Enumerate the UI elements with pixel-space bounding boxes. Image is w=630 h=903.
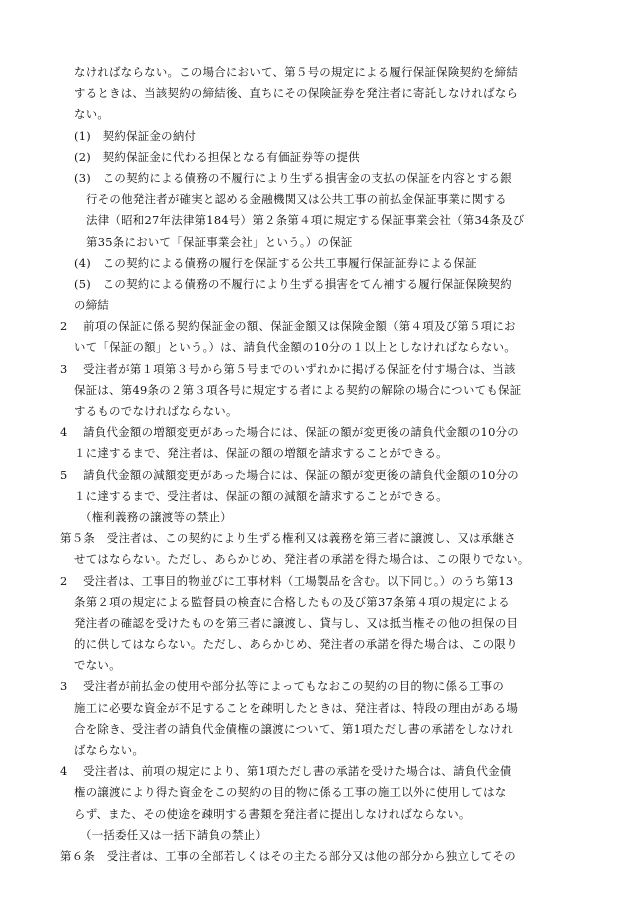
text-line: 法律（昭和27年法律第184号）第２条第４項に規定する保証事業会社（第34条及び	[86, 213, 525, 228]
text-line: 2 前項の保証に係る契約保証金の額、保証金額又は保険金額（第４項及び第５項にお	[60, 319, 516, 334]
text-line: (2) 契約保証金に代わる担保となる有価証券等の提供	[74, 149, 360, 164]
text-line: 第６条 受注者は、工事の全部若しくはその主たる部分又は他の部分から独立してその	[60, 848, 516, 863]
text-line: らず、また、その使途を疎明する書類を発注者に提出しなければならない。	[74, 806, 471, 821]
text-line: 4 受注者は、前項の規定により、第1項ただし書の承諾を受けた場合は、請負代金債	[60, 764, 512, 779]
article-heading: （権利義務の譲渡等の禁止）	[80, 509, 232, 524]
text-line: 第35条において「保証事業会社」という。）の保証	[86, 234, 353, 249]
text-line: するものでなければならない。	[74, 404, 238, 418]
text-line: いて「保証の額」という。）は、請負代金額の10分の１以上としなければならない。	[74, 340, 516, 355]
text-line: (5) この契約による債務の不履行により生ずる損害をてん補する履行保証保険契約	[74, 276, 512, 291]
text-line: 合を除き、受注者の請負代金債権の譲渡について、第1項ただし書の承諾をしなけれ	[74, 721, 514, 736]
text-line: せてはならない。ただし、あらかじめ、発注者の承諾を得た場合は、この限りでない。	[74, 552, 530, 567]
text-line: でない。	[74, 658, 121, 673]
text-line: ばならない。	[74, 743, 145, 757]
text-line: ない。	[74, 107, 110, 122]
text-line: 権の譲渡により得た資金をこの契約の目的物に係る工事の施工以外に使用してはな	[74, 785, 507, 800]
text-line: 保証は、第49条の２第３項各号に規定する者による契約の解除の場合についても保証	[74, 382, 522, 397]
document-body	[60, 62, 580, 867]
article-heading: （一括委任又は一括下請負の禁止）	[80, 827, 268, 842]
text-line: １に達するまで、受注者は、保証の額の減額を請求することができる。	[74, 488, 448, 503]
text-line: (1) 契約保証金の納付	[74, 128, 197, 143]
text-line: １に達するまで、発注者は、保証の額の増額を請求することができる。	[74, 446, 448, 461]
text-line: 2 受注者は、工事目的物並びに工事材料（工場製品を含む。以下同じ。）のうち第13	[60, 573, 514, 588]
text-line: 発注者の確認を受けたものを第三者に譲渡し、貸与し、又は抵当権その他の担保の目	[74, 615, 519, 630]
text-line: 行その他発注者が確実と認める金融機関又は公共工事の前払金保証事業に関する	[86, 192, 507, 207]
text-line: なければならない。この場合において、第５号の規定による履行保証保険契約を締結	[74, 65, 519, 79]
text-line: 施工に必要な資金が不足することを疎明したときは、発注者は、特段の理由がある場	[74, 700, 519, 715]
text-line: の締結	[74, 298, 110, 313]
text-line: するときは、当該契約の締結後、直ちにその保険証券を発注者に寄託しなければなら	[74, 86, 519, 101]
text-line: 第５条 受注者は、この契約により生ずる権利又は義務を第三者に譲渡し、又は承継さ	[60, 531, 516, 546]
text-line: 条第２項の規定による監督員の検査に合格したもの及び第37条第４項の規定による	[74, 594, 510, 609]
text-line: 的に供してはならない。ただし、あらかじめ、発注者の承諾を得た場合は、この限り	[74, 637, 518, 652]
text-line: (4) この契約による債務の履行を保証する公共工事履行保証証券による保証	[74, 255, 477, 270]
text-line: 3 受注者が前払金の使用や部分払等によってもなおこの契約の目的物に係る工事の	[60, 679, 505, 694]
text-line: 3 受注者が第１項第３号から第５号までのいずれかに掲げる保証を付す場合は、当該	[60, 361, 516, 376]
text-line: 4 請負代金額の増額変更があった場合には、保証の額が変更後の請負代金額の10分の	[60, 425, 520, 440]
text-line: 5 請負代金額の減額変更があった場合には、保証の額が変更後の請負代金額の10分の	[60, 467, 520, 482]
text-line: (3) この契約による債務の不履行により生ずる損害金の支払の保証を内容とする銀	[74, 170, 512, 185]
